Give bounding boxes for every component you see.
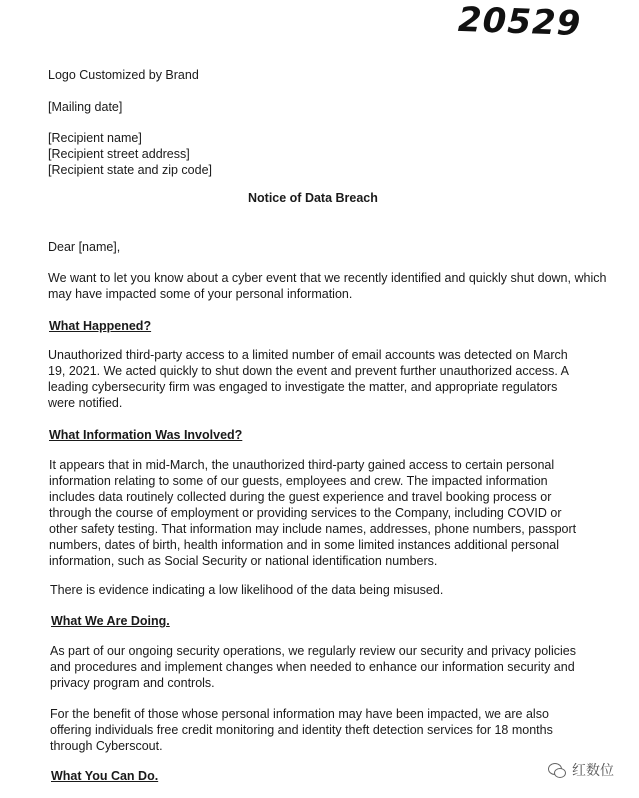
salutation: Dear [name], xyxy=(48,240,121,254)
page-title: Notice of Data Breach xyxy=(248,191,378,205)
recipient-street: [Recipient street address] xyxy=(48,147,190,161)
section-paragraph-what-happened: Unauthorized third-party access to a limited number of email accounts was detected on March 19, 2021. We acted quickly to shut down the event and prevent further unauthorized access. A leading cybersecurity firm was engaged to investigate the matter, and appropriate regulators were notified. xyxy=(48,348,569,410)
section-paragraph-what-information: It appears that in mid-March, the unauthorized third-party gained access to certain personal information relating to some of our guests, employees and crew. The impacted information includes data routinely collected during the guest experience and travel booking process or through the course of employment or providing services to the Company, including COVID or other safety testing. That information may include names, addresses, phone numbers, passport numbers, dates of birth, health information and in some limited instances additional personal information, such as Social Security or national identification numbers. xyxy=(49,458,577,568)
logo-placeholder: Logo Customized by Brand xyxy=(48,68,199,82)
wechat-icon xyxy=(548,763,566,777)
mailing-date: [Mailing date] xyxy=(48,100,123,114)
section-heading-what-happened: What Happened? xyxy=(49,319,152,333)
section-paragraph-credit-monitoring: For the benefit of those whose personal information may have been impacted, we are also offering individuals free credit monitoring and identity theft detection services for 18 months through Cyberscout. xyxy=(50,707,553,753)
watermark-text: 红数位 xyxy=(572,762,614,778)
section-heading-what-we-are-doing: What We Are Doing. xyxy=(51,614,170,628)
section-heading-what-you-can-do: What You Can Do. xyxy=(51,769,159,783)
recipient-name: [Recipient name] xyxy=(48,131,142,145)
intro-paragraph: We want to let you know about a cyber event that we recently identified and quickly shut down, which may have impacted some of your personal information. xyxy=(48,271,607,301)
section-paragraph-security-operations: As part of our ongoing security operations, we regularly review our security and privacy policies and procedures and implement changes when needed to enhance our information security and privacy program and controls. xyxy=(50,644,576,690)
watermark xyxy=(548,760,614,780)
section-heading-what-information: What Information Was Involved? xyxy=(49,428,243,442)
handwritten-number: 20529 xyxy=(457,0,582,45)
section-paragraph-low-likelihood: There is evidence indicating a low likelihood of the data being misused. xyxy=(50,583,444,597)
recipient-state-zip: [Recipient state and zip code] xyxy=(48,163,212,177)
